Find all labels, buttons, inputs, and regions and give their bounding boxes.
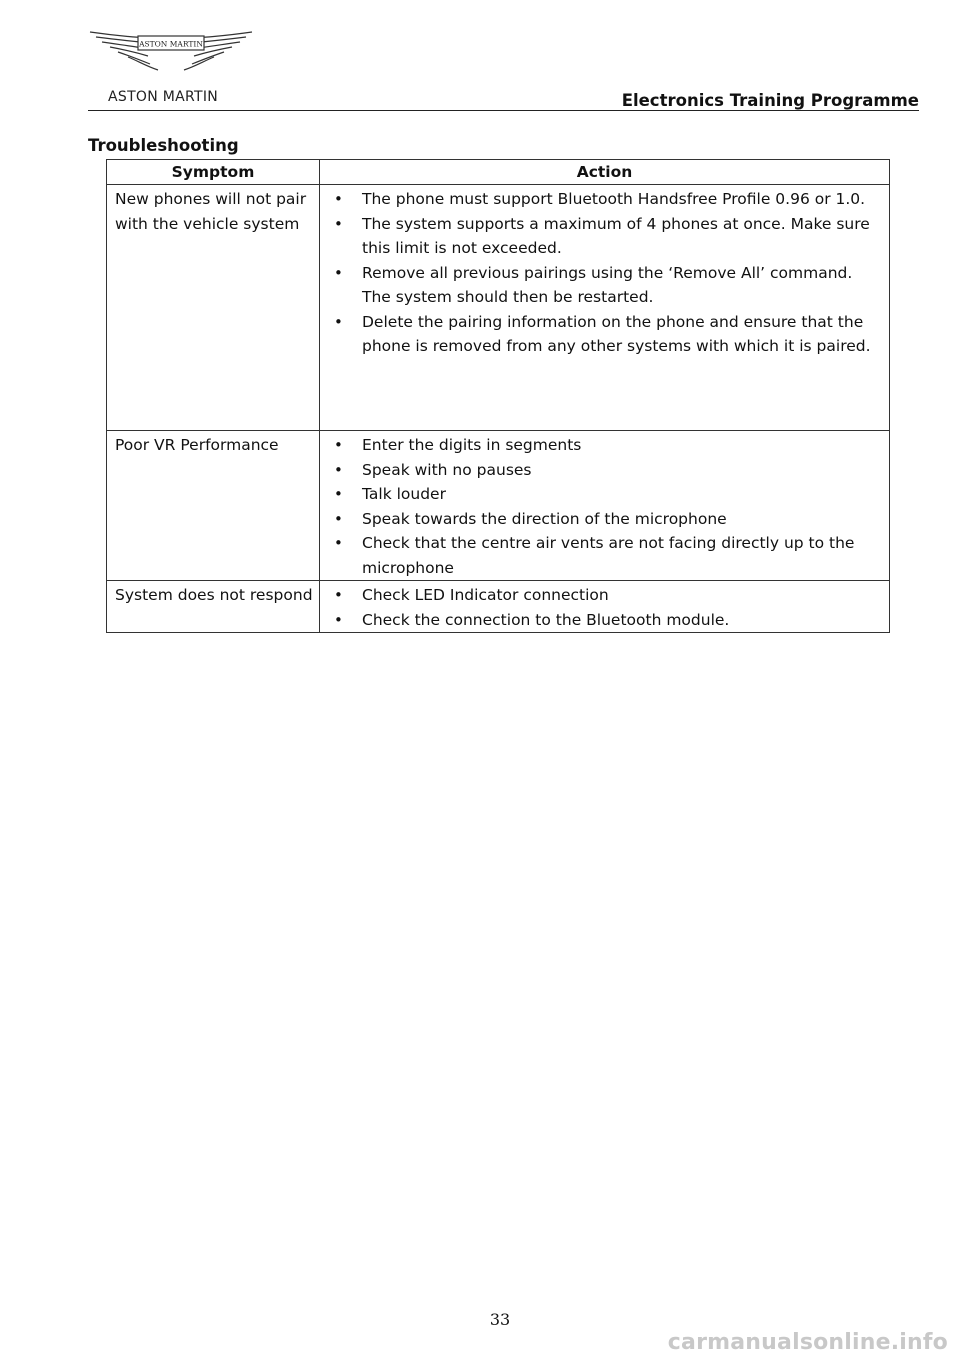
action-cell — [320, 431, 890, 581]
action-item: • The phone must support Bluetooth Handsfree Profile 0.96 or 1.0. — [326, 187, 881, 212]
symptom-cell: Poor VR Performance — [107, 431, 320, 581]
watermark: carmanualsonline.info — [667, 1330, 948, 1355]
action-item: • Speak with no pauses — [326, 458, 881, 483]
symptom-column-header: Symptom — [107, 160, 320, 185]
symptom-cell: System does not respond — [107, 581, 320, 633]
table-row — [107, 581, 890, 633]
action-list — [326, 187, 881, 359]
table-header-row — [107, 160, 890, 185]
document-title: Electronics Training Programme — [621, 91, 919, 110]
table-row — [107, 185, 890, 431]
action-item: • Check that the centre air vents are not facing directly up to the microphone — [326, 531, 881, 580]
action-item: • Speak towards the direction of the microphone — [326, 507, 881, 532]
logo-text: ASTON MARTIN — [139, 39, 203, 49]
page-number: 33 — [489, 1310, 511, 1329]
header-divider — [88, 110, 919, 111]
symptom-cell: New phones will not pair with the vehicle system — [107, 185, 320, 431]
table-row — [107, 431, 890, 581]
action-item: • Check LED Indicator connection — [326, 583, 881, 608]
action-item: • Delete the pairing information on the phone and ensure that the phone is removed from any other systems with which it is paired. — [326, 310, 881, 359]
troubleshooting-table — [106, 159, 890, 633]
section-title: Troubleshooting — [88, 136, 239, 155]
action-list — [326, 583, 881, 632]
action-column-header: Action — [320, 160, 890, 185]
action-item: • Remove all previous pairings using the ‘Remove All’ command. The system should then be restarted. — [326, 261, 881, 310]
action-item: • Check the connection to the Bluetooth module. — [326, 608, 881, 633]
action-list — [326, 433, 881, 580]
action-cell — [320, 185, 890, 431]
aston-martin-wings-logo — [88, 26, 254, 72]
action-item: • The system supports a maximum of 4 phones at once. Make sure this limit is not exceeded. — [326, 212, 881, 261]
brand-name: ASTON MARTIN — [108, 89, 219, 105]
action-cell — [320, 581, 890, 633]
action-item: • Enter the digits in segments — [326, 433, 881, 458]
action-item: • Talk louder — [326, 482, 881, 507]
